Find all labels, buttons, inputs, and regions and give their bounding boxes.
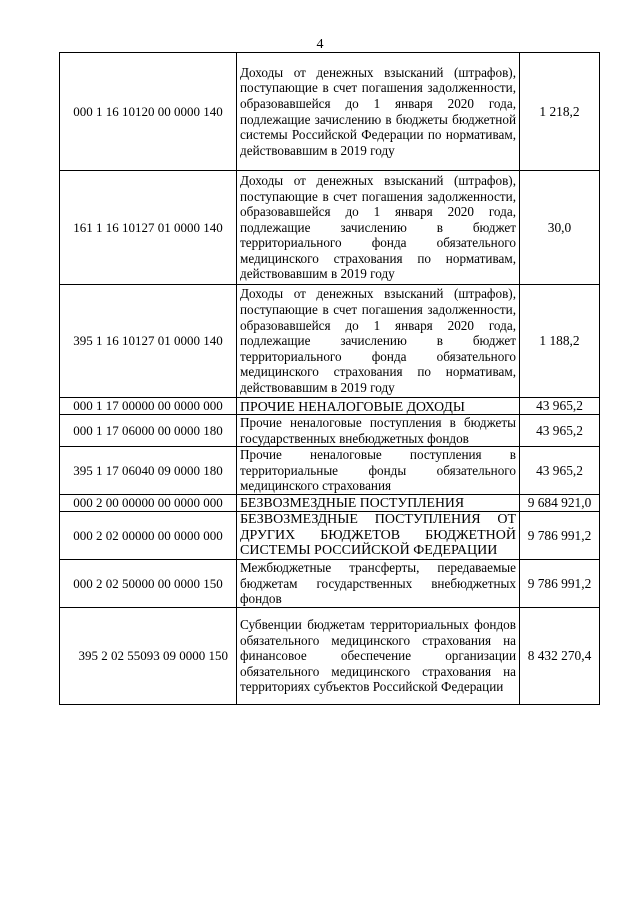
table-row — [60, 607, 600, 704]
row-name: Доходы от денежных взысканий (штрафов), поступающие в счет погашения задолженности, образовавшейся до 1 января 2020 года, подлежащие зачислению в бюджеты бюджетной системы Российской Федерации по нормативам, действовавшим в 2019 году — [237, 53, 520, 171]
row-name: Субвенции бюджетам территориальных фондов обязательного медицинского страхования на финансовое обеспечение организации обязательного медицинского страхования на территориях субъектов Российской Федерации — [237, 607, 520, 704]
table-row — [60, 447, 600, 495]
table-row — [60, 494, 600, 511]
row-amount: 9 684 921,0 — [520, 494, 600, 511]
row-amount: 1 188,2 — [520, 285, 600, 398]
row-code: 395 2 02 55093 09 0000 150 — [60, 607, 237, 704]
row-code: 000 1 17 00000 00 0000 000 — [60, 398, 237, 415]
page-number: 4 — [316, 37, 324, 52]
table-row — [60, 511, 600, 559]
row-code: 000 1 16 10120 00 0000 140 — [60, 53, 237, 171]
row-name: БЕЗВОЗМЕЗДНЫЕ ПОСТУПЛЕНИЯ — [237, 494, 520, 511]
row-code: 000 2 02 00000 00 0000 000 — [60, 511, 237, 559]
row-amount: 9 786 991,2 — [520, 511, 600, 559]
row-name: Доходы от денежных взысканий (штрафов), поступающие в счет погашения задолженности, образовавшейся до 1 января 2020 года, подлежащие зачислению в бюджет территориального фонда обязательного медицинского страхования по нормативам, действовавшим в 2019 году — [237, 285, 520, 398]
row-code: 000 2 00 00000 00 0000 000 — [60, 494, 237, 511]
row-name: БЕЗВОЗМЕЗДНЫЕ ПОСТУПЛЕНИЯ ОТ ДРУГИХ БЮДЖЕТОВ БЮДЖЕТНОЙ СИСТЕМЫ РОССИЙСКОЙ ФЕДЕРАЦИИ — [237, 511, 520, 559]
row-amount: 1 218,2 — [520, 53, 600, 171]
row-amount: 43 965,2 — [520, 398, 600, 415]
row-amount: 30,0 — [520, 171, 600, 285]
row-code: 395 1 17 06040 09 0000 180 — [60, 447, 237, 495]
table-row — [60, 415, 600, 447]
row-name: Межбюджетные трансферты, передаваемые бюджетам государственных внебюджетных фондов — [237, 559, 520, 607]
row-code: 161 1 16 10127 01 0000 140 — [60, 171, 237, 285]
revenue-table — [59, 52, 600, 705]
row-name: Прочие неналоговые поступления в территориальные фонды обязательного медицинского страхования — [237, 447, 520, 495]
row-amount: 43 965,2 — [520, 415, 600, 447]
row-code: 000 1 17 06000 00 0000 180 — [60, 415, 237, 447]
row-code: 000 2 02 50000 00 0000 150 — [60, 559, 237, 607]
row-name: Прочие неналоговые поступления в бюджеты государственных внебюджетных фондов — [237, 415, 520, 447]
row-amount: 8 432 270,4 — [520, 607, 600, 704]
row-code: 395 1 16 10127 01 0000 140 — [60, 285, 237, 398]
table-row — [60, 559, 600, 607]
row-amount: 9 786 991,2 — [520, 559, 600, 607]
table-row — [60, 53, 600, 171]
table-row — [60, 285, 600, 398]
row-name: ПРОЧИЕ НЕНАЛОГОВЫЕ ДОХОДЫ — [237, 398, 520, 415]
row-amount: 43 965,2 — [520, 447, 600, 495]
table-row — [60, 398, 600, 415]
row-name: Доходы от денежных взысканий (штрафов), поступающие в счет погашения задолженности, образовавшейся до 1 января 2020 года, подлежащие зачислению в бюджет территориального фонда обязательного медицинского страхования по нормативам, действовавшим в 2019 году — [237, 171, 520, 285]
table-row — [60, 171, 600, 285]
